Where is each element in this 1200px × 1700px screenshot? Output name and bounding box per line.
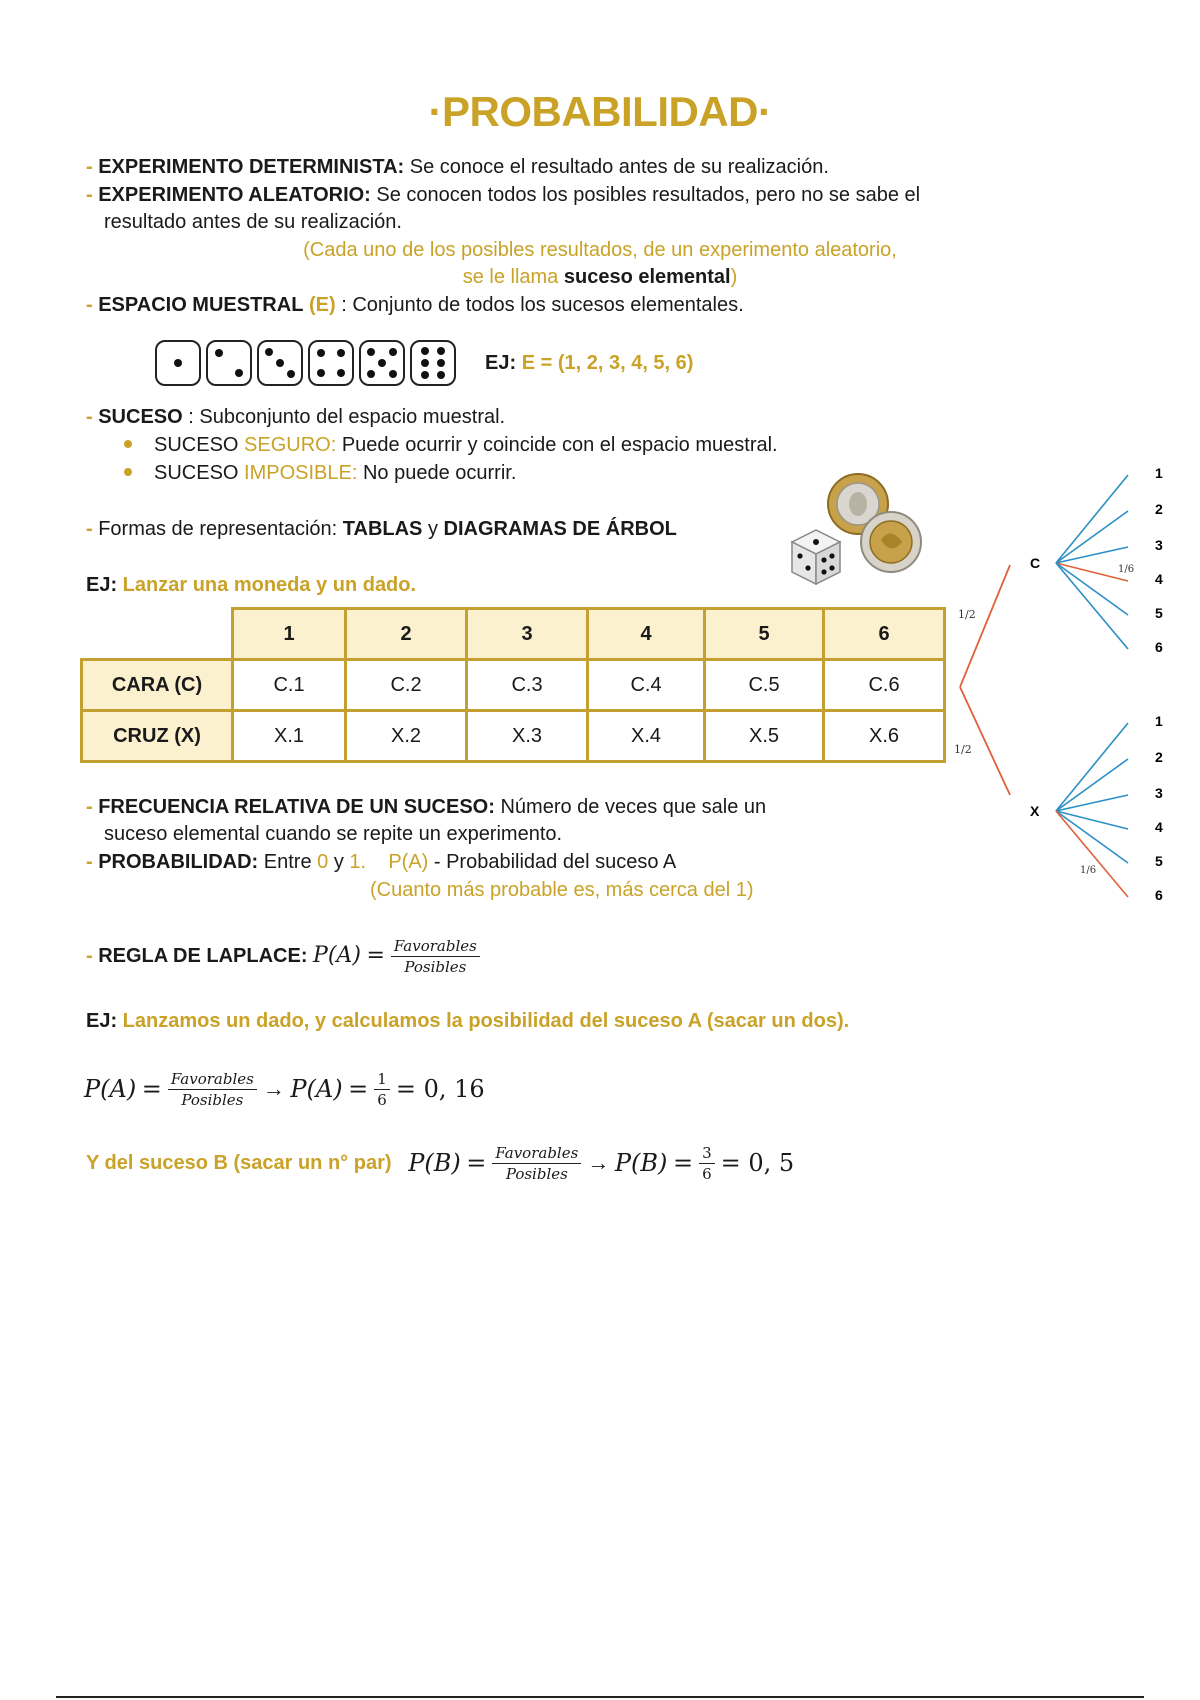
ej-set: E = (1, 2, 3, 4, 5, 6) [521, 352, 694, 374]
laplace-fraction [391, 936, 480, 977]
determinista-term: EXPERIMENTO DETERMINISTA: [98, 156, 405, 178]
table-row-header: CARA (C) [82, 660, 233, 711]
dice-icon [792, 530, 840, 584]
bullet-icon [124, 468, 132, 476]
laplace-num: Favorables [391, 936, 480, 957]
tree-leaf-prob-bottom: 1/6 [1080, 865, 1097, 876]
note-line-1: (Cada uno de los posibles resultados, de un experimento aleatorio, [303, 239, 897, 261]
espacio-text: : Conjunto de todos los sucesos elementales. [335, 294, 744, 316]
prob-zero: 0 [317, 851, 329, 873]
tree-leaf: 1 [1155, 713, 1163, 729]
bullet-icon [124, 440, 132, 448]
def-determinista: - EXPERIMENTO DETERMINISTA: Se conoce el resultado antes de su realización. [86, 156, 829, 178]
laplace-eq: = [366, 943, 385, 968]
ex-b-result: = 0, 5 [720, 1149, 795, 1177]
table-header-cell: 6 [824, 609, 945, 660]
formas-bold: TABLAS [342, 518, 423, 540]
example-b-formula [86, 1138, 794, 1188]
ex-a-fraction [168, 1069, 257, 1110]
die-face-2-icon [206, 340, 252, 386]
die-face-3-icon [257, 340, 303, 386]
arrow-icon: → [262, 1076, 285, 1101]
tree-leaf: 1 [1155, 465, 1163, 481]
def-frecuencia: - FRECUENCIA RELATIVA DE UN SUCESO: Número de veces que sale un [86, 796, 767, 818]
seguro-pre: SUCESO [154, 434, 245, 456]
table-cell: C.3 [467, 660, 588, 711]
ej2-label: EJ: [86, 574, 118, 596]
ex-b-lhs: P(B) [408, 1149, 461, 1177]
ex-a-eq2: = [348, 1075, 369, 1103]
def-espacio: - ESPACIO MUESTRAL (E) : Conjunto de todos los sucesos elementales. [86, 294, 744, 316]
die-face-5-icon [359, 340, 405, 386]
ej2-text: Lanzar una moneda y un dado. [117, 574, 417, 596]
table-cell: C.5 [705, 660, 824, 711]
formas-representacion: - Formas de representación: TABLAS y DIAGRAMAS DE ÁRBOL [86, 518, 677, 540]
prob-y: y [328, 851, 350, 873]
table-cell: C.1 [233, 660, 346, 711]
table-header-cell: 5 [705, 609, 824, 660]
ex-b-num: Favorables [492, 1143, 581, 1164]
table-cell: X.6 [824, 711, 945, 762]
imposible-pre: SUCESO [154, 462, 245, 484]
ex-a-n1: 1 [374, 1069, 390, 1090]
tree-leaf: 2 [1155, 501, 1163, 517]
ex-a-d1: 6 [377, 1090, 387, 1109]
laplace-lhs: P(A) [313, 943, 361, 968]
table-cell: X.5 [705, 711, 824, 762]
tree-node-c: C [1030, 555, 1041, 571]
tree-leaf: 6 [1155, 639, 1163, 655]
suceso-seguro [124, 432, 778, 458]
table-cell: C.2 [346, 660, 467, 711]
prob-term: PROBABILIDAD: [98, 851, 259, 873]
table-cell: C.4 [588, 660, 705, 711]
tree-branch-root-x [960, 687, 1010, 795]
ej-lanzar [86, 572, 416, 598]
aleatorio-term: EXPERIMENTO ALEATORIO: [98, 184, 371, 206]
tree-leaf: 5 [1155, 853, 1163, 869]
table-header-cell: 4 [588, 609, 705, 660]
freq-text: Número de veces que sale un [494, 796, 767, 818]
freq-term: FRECUENCIA RELATIVA DE UN SUCESO: [98, 796, 495, 818]
page-bottom-rule [56, 1696, 1144, 1698]
imposible-word: IMPOSIBLE: [244, 462, 358, 484]
table-cell: X.2 [346, 711, 467, 762]
tree-leaf: 3 [1155, 537, 1163, 553]
table-row-header: CRUZ (X) [82, 711, 233, 762]
table-corner [82, 609, 233, 660]
table-header-cell: 1 [233, 609, 346, 660]
tree-node-x: X [1030, 803, 1040, 819]
tree-prob-top: 1/2 [958, 608, 976, 621]
table-cell: X.4 [588, 711, 705, 762]
tree-branch-root-c [960, 565, 1010, 687]
ex-a-den: Posibles [181, 1090, 244, 1109]
table-header-cell: 2 [346, 609, 467, 660]
determinista-text: Se conoce el resultado antes de su realización. [404, 156, 829, 178]
tree-leaf: 5 [1155, 605, 1163, 621]
ex-b-text: Y del suceso B (sacar un n° par) [86, 1152, 392, 1174]
prob-pa-text: - Probabilidad del suceso A [428, 851, 677, 873]
def-suceso: - SUCESO : Subconjunto del espacio muestral. [86, 406, 506, 428]
aleatorio-text-cont: resultado antes de su realización. [104, 211, 402, 233]
laplace-den: Posibles [404, 957, 467, 976]
tree-leaf-prob-top: 1/6 [1118, 564, 1135, 575]
ex-a-fraction2 [374, 1069, 390, 1110]
aleatorio-text: Se conocen todos los posibles resultados, pero no se sabe el [370, 184, 921, 206]
table-cell: C.6 [824, 660, 945, 711]
example-text: Lanzamos un dado, y calculamos la posibilidad del suceso A (sacar un dos). [117, 1010, 850, 1032]
die-face-4-icon [308, 340, 354, 386]
tree-leaf: 4 [1155, 571, 1163, 587]
ex-b-eq2: = [672, 1149, 694, 1177]
prob-pa: P(A) [388, 851, 429, 873]
ex-a-num: Favorables [168, 1069, 257, 1090]
ex-b-eq: = [466, 1149, 487, 1177]
laplace-term: REGLA DE LAPLACE: [98, 945, 308, 967]
table-header-row [82, 609, 945, 660]
table-cell: X.3 [467, 711, 588, 762]
table-header-cell: 3 [467, 609, 588, 660]
ex-b-d1: 6 [702, 1164, 712, 1183]
seguro-text: Puede ocurrir y coincide con el espacio muestral. [336, 434, 778, 456]
ex-b-fraction2 [699, 1143, 715, 1184]
def-probabilidad: - PROBABILIDAD: Entre 0 y 1. P(A) - Probabilidad del suceso A [86, 851, 677, 873]
prob-one: 1. [349, 851, 367, 873]
ex-b-fraction [492, 1143, 581, 1184]
ex-b-den: Posibles [505, 1164, 568, 1183]
prob-text: Entre [258, 851, 318, 873]
suceso-text: : Subconjunto del espacio muestral. [182, 406, 506, 428]
table-cell: X.1 [233, 711, 346, 762]
coins-dice-illustration [786, 470, 926, 590]
die-face-1-icon [155, 340, 201, 386]
formas-text: Formas de representación: [98, 518, 343, 540]
espacio-term: ESPACIO MUESTRAL [98, 294, 304, 316]
suceso-term: SUCESO [98, 406, 183, 428]
outcome-table [80, 607, 946, 763]
ej-sample-space [485, 350, 693, 376]
tree-diagram [950, 455, 1180, 915]
imposible-text: No puede ocurrir. [357, 462, 517, 484]
example-a-formula [84, 1064, 485, 1114]
note-pre: se le llama [462, 266, 564, 288]
ex-a-result: = 0, 16 [395, 1075, 485, 1103]
def-aleatorio: - EXPERIMENTO ALEATORIO: Se conocen todos los posibles resultados, pero no se sabe el [86, 184, 921, 206]
ej-label: EJ: [485, 352, 517, 374]
note-post: ) [730, 266, 738, 288]
tree-leaf: 3 [1155, 785, 1163, 801]
prob-note: (Cuanto más probable es, más cerca del 1) [370, 879, 754, 901]
die-face-6-icon [410, 340, 456, 386]
espacio-sym: (E) [308, 294, 336, 316]
table-row [82, 660, 945, 711]
suceso-imposible [124, 460, 516, 486]
note-line-2 [0, 264, 1200, 290]
ex-b-n1: 3 [699, 1143, 715, 1164]
page-title: ·PROBABILIDAD· [428, 88, 772, 135]
euro-coin-icon [861, 512, 921, 572]
laplace-rule: - REGLA DE LAPLACE: P(A) = $\frac{\text{Favorables}}{\text{Posibles}}$ [86, 934, 486, 978]
ex-a-lhs: P(A) [84, 1075, 137, 1103]
formas-bold2: DIAGRAMAS DE ÁRBOL [443, 518, 677, 540]
tree-leaf: 4 [1155, 819, 1163, 835]
tree-leaf: 6 [1155, 887, 1163, 903]
tree-prob-bottom: 1/2 [954, 743, 972, 756]
example-a-statement [86, 1008, 849, 1034]
note-bold: suceso elemental [563, 266, 731, 288]
arrow-icon: → [587, 1150, 610, 1175]
tree-leaf: 2 [1155, 749, 1163, 765]
ex-a-eq: = [141, 1075, 162, 1103]
seguro-word: SEGURO: [244, 434, 337, 456]
ex-b-lhs2: P(B) [614, 1149, 668, 1177]
example-label: EJ: [86, 1010, 118, 1032]
freq-text-cont: suceso elemental cuando se repite un experimento. [104, 823, 563, 845]
formas-mid: y [422, 518, 444, 540]
table-row [82, 711, 945, 762]
ex-a-lhs2: P(A) [290, 1075, 343, 1103]
